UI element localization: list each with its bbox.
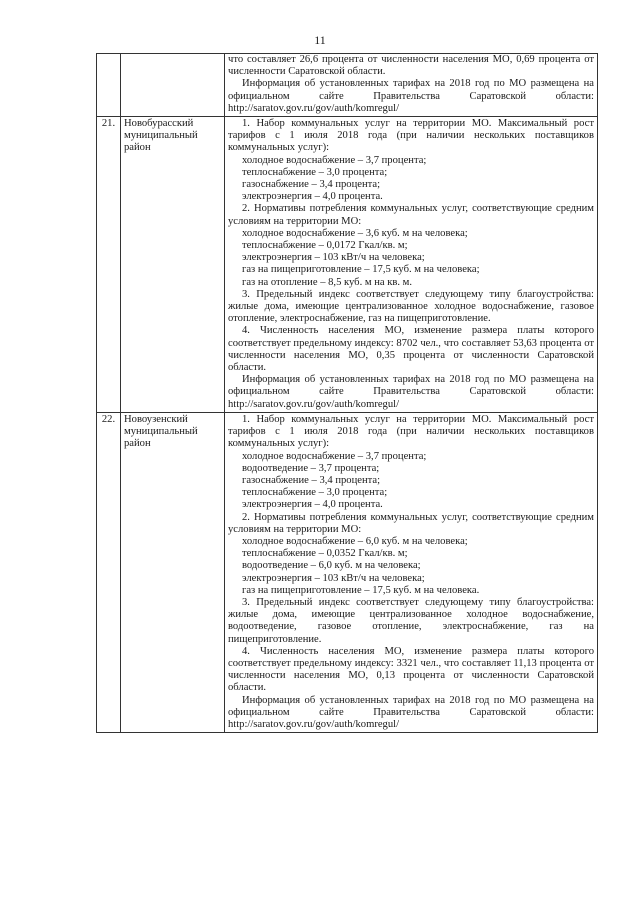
page-number: 11 <box>314 33 326 47</box>
table-row-continuation <box>97 54 598 117</box>
paragraph: холодное водоснабжение – 6,0 куб. м на человека; <box>242 535 468 547</box>
table-row-21 <box>97 117 598 413</box>
paragraph: газ на отопление – 8,5 куб. м на кв. м. <box>242 276 413 288</box>
paragraph: газоснабжение – 3,4 процента; <box>242 474 381 486</box>
paragraph: водоотведение – 6,0 куб. м на человека; <box>242 560 421 572</box>
paragraph: 4. Численность населения МО, изменение размера платы которого соответствует предельному индексу: 3321 чел., что составляет 11,13 процента от численности населения МО, 0,13 процента от численности Саратовской области. <box>228 645 594 694</box>
paragraph: 1. Набор коммунальных услуг на территории МО. Максимальный рост тарифов с 1 июля 2018 года (при наличии нескольких поставщиков коммунальных услуг): <box>228 118 594 154</box>
paragraph: Информация об установленных тарифах на 2018 год по МО размещена на официальном сайте Правительства Саратовской области: http://saratov.gov.ru/gov/auth/komregul/ <box>228 78 594 114</box>
district-name: Новоузенский муниципальный район <box>121 412 225 732</box>
tariff-table <box>96 53 598 733</box>
table-row-22 <box>97 412 598 732</box>
district-name: Новобурасский муниципальный район <box>121 117 225 413</box>
paragraph: 3. Предельный индекс соответствует следующему типу благоустройства: жилые дома, имеющие централизованное холодное водоснабжение, газовое отопление, электроснабжение, газ на пищеприготовление. <box>228 288 594 325</box>
paragraph: газ на пищеприготовление – 17,5 куб. м на человека. <box>242 584 480 596</box>
paragraph: 2. Нормативы потребления коммунальных услуг, соответствующие средним условиям на территории МО: <box>228 511 594 535</box>
row-number: 21. <box>97 117 121 413</box>
paragraph: электроэнергия – 103 кВт/ч на человека; <box>242 572 425 584</box>
paragraph: 2. Нормативы потребления коммунальных услуг, соответствующие средним условиям на территории МО: <box>228 203 594 227</box>
paragraph: 3. Предельный индекс соответствует следующему типу благоустройства: жилые дома, имеющие централизованное холодное водоснабжение, водоотведение, газовое отопление, электроснабжение, газ на пищеприготовление. <box>228 596 594 645</box>
paragraph: водоотведение – 3,7 процента; <box>242 462 380 474</box>
paragraph: газ на пищеприготовление – 17,5 куб. м на человека; <box>242 264 480 276</box>
paragraph: холодное водоснабжение – 3,6 куб. м на человека; <box>242 227 468 239</box>
paragraph: теплоснабжение – 3,0 процента; <box>242 487 388 499</box>
paragraph: электроэнергия – 103 кВт/ч на человека; <box>242 252 425 264</box>
num-cell <box>97 54 121 117</box>
paragraph: Информация об установленных тарифах на 2018 год по МО размещена на официальном сайте Правительства Саратовской области: http://saratov.gov.ru/gov/auth/komregul/ <box>228 374 594 410</box>
paragraph: Информация об установленных тарифах на 2018 год по МО размещена на официальном сайте Правительства Саратовской области: http://saratov.gov.ru/gov/auth/komregul/ <box>228 694 594 730</box>
row-number: 22. <box>97 412 121 732</box>
content-cell-21 <box>225 117 598 413</box>
paragraph: теплоснабжение – 0,0172 Гкал/кв. м; <box>242 240 408 252</box>
paragraph: холодное водоснабжение – 3,7 процента; <box>242 154 427 166</box>
name-cell <box>121 54 225 117</box>
paragraph: газоснабжение – 3,4 процента; <box>242 179 381 191</box>
paragraph: 1. Набор коммунальных услуг на территории МО. Максимальный рост тарифов с 1 июля 2018 года (при наличии нескольких поставщиков коммунальных услуг): <box>228 413 594 450</box>
content-cell-continuation <box>225 54 598 117</box>
paragraph: что составляет 26,6 процента от численности населения МО, 0,69 процента от численности Саратовской области. <box>228 54 594 78</box>
paragraph: холодное водоснабжение – 3,7 процента; <box>242 450 427 462</box>
paragraph: электроэнергия – 4,0 процента. <box>242 191 383 203</box>
paragraph: электроэнергия – 4,0 процента. <box>242 499 383 511</box>
paragraph: 4. Численность населения МО, изменение размера платы которого соответствует предельному индексу: 8702 чел., что составляет 53,63 процента от численности населения МО, 0,35 процента от численности Саратовской области. <box>228 325 594 374</box>
paragraph: теплоснабжение – 3,0 процента; <box>242 166 388 178</box>
paragraph: теплоснабжение – 0,0352 Гкал/кв. м; <box>242 548 408 560</box>
content-cell-22 <box>225 412 598 732</box>
